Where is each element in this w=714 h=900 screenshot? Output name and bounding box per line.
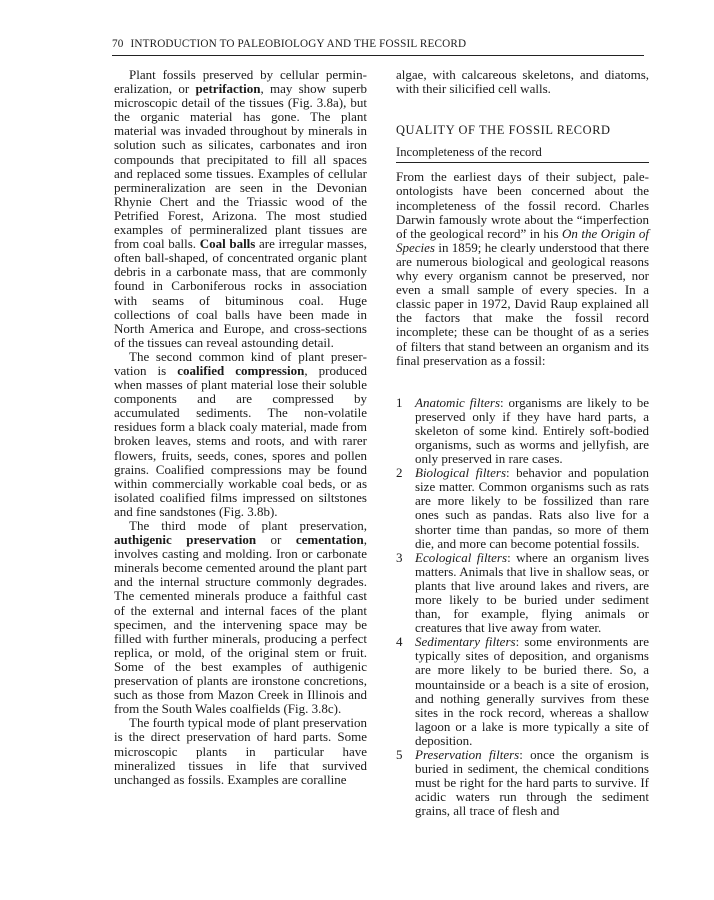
list-item-body [415, 551, 649, 636]
running-head-title: INTRODUCTION TO PALEOBIOLOGY AND THE FOSSIL RECORD [130, 38, 467, 50]
list-item [396, 635, 649, 748]
filter-term: Ecological filters [415, 549, 508, 565]
filter-term: Biological filters [415, 465, 507, 481]
paragraph-petrifaction [114, 68, 367, 350]
filter-term: Anatomic filters [415, 394, 501, 410]
filters-list [396, 396, 649, 819]
filter-term: Sedimentary filters [415, 634, 516, 650]
filter-text: : where an organism lives matters. Animals that live in shallow seas, or plants that live around lakes and rivers, are more likely to be buried under sediment than, for example, flying animals or creatures that live away from water. [415, 549, 650, 636]
term-authigenic-preservation: authigenic preservation [114, 532, 257, 548]
list-number: 5 [396, 747, 403, 763]
list-item-body [415, 748, 649, 818]
list-item-body [415, 466, 649, 551]
term-petrifaction: petrifaction [195, 81, 261, 97]
left-column [114, 68, 367, 787]
term-cementation: cementation [295, 532, 364, 548]
list-item-body [415, 396, 649, 466]
paragraph-authigenic-preservation [114, 519, 367, 716]
paragraph-incompleteness [396, 170, 649, 367]
list-number: 2 [396, 465, 403, 481]
list-number: 4 [396, 634, 403, 650]
list-item [396, 551, 649, 636]
list-item [396, 396, 649, 466]
text-run: or [256, 532, 296, 548]
list-number: 3 [396, 549, 403, 565]
text-run: , may show superb microscopic detail of the tissues (Fig. 3.8a), but the organic material has gone. The plant material was invaded throughout by minerals in solution such as silicates, carbonates and iron compounds that precipitated to fill all spaces and replaced some tissues. Examples of cellular permineralization are seen in the Devonian Rhynie Chert and the Triassic wood of the Petrified Forest, Arizona. The most studied examples of permineralized plant tissues are from coal balls. [114, 81, 367, 252]
text-run: in 1859; he clearly understood that there are numerous biological and geological reasons why every organism cannot be preserved, nor even a small sample of every species. In a classic paper in 1972, David Raup explained all the factors that make the fossil record incomplete; these can be thought of as a series of filters that stand between an organism and its final preservation as a fossil: [396, 239, 649, 368]
term-coal-balls: Coal balls [199, 236, 256, 252]
text-run: , involves casting and molding. Iron or carbonate minerals become cemented around the plant part and the internal structure commonly degrades. The cemented minerals produce a faithful cast of the external and internal faces of the plant specimen, and the intervening space may be filled with further minerals, producing a perfect replica, or mold, of the original stem or fruit. Some of the best examples of authigenic preservation of plants are ironstone concretions, such as those from Mazon Creek in Illinois and from the South Wales coalfields (Fig. 3.8c). [114, 532, 367, 717]
running-head [112, 38, 644, 56]
text-run: Plant fossils preserved by cellular permineralization, or [114, 67, 367, 97]
filter-text: : behavior and population size matter. Common organisms such as rats are more likely to be fossilized than rare ones such as pandas. Rats also live for a shorter time than pandas, so more of them die, and more can become potential fossils. [415, 465, 650, 551]
paragraph-continuation: algae, with calcareous skeletons, and diatoms, with their silicified cell walls. [396, 67, 649, 97]
section-heading: QUALITY OF THE FOSSIL RECORD [396, 123, 611, 138]
subsection-heading: Incompleteness of the record [396, 145, 649, 163]
list-item [396, 466, 649, 551]
page-number: 70 [112, 38, 124, 50]
paragraph-hard-parts: The fourth typical mode of plant preservation is the direct preservation of hard parts. Some microscopic plants in particular have mineralized tissues in life that survived unchanged as fossils. Examples are coralline [114, 715, 367, 787]
text-run: The second common kind of plant preservation is [114, 348, 367, 378]
book-title: On the Origin of Species [396, 225, 649, 255]
paragraph-coalified-compression [114, 350, 367, 519]
text-run: , produced when masses of plant material lose their soluble components and are compressed by accumulated sediments. The non-volatile residues form a black coaly material, made from broken leaves, stems and roots, and with rarer flowers, fruits, seeds, cones, spores and pollen grains. Coalified compressions may be found within commercially workable coal beds, or as isolated coalified films impressed on siltstones and fine sandstones (Fig. 3.8b). [114, 362, 368, 519]
right-column [396, 68, 649, 819]
filter-text: : once the organism is buried in sediment, the chemical conditions must be right for the hard parts to survive. If acidic waters run through the sediment grains, all trace of flesh and [415, 747, 649, 819]
filter-term: Preservation filters [415, 747, 520, 763]
list-number: 1 [396, 394, 403, 410]
list-item-body [415, 635, 649, 748]
text-run: are irregular masses, often ball-shaped, of concentrated organic plant debris in a carbonate mass, that are commonly found in Carboniferous rocks in association with seams of bituminous coal. Huge collections of coal balls have been made in North America and Europe, and cross-sections of the tissues can reveal astounding detail. [114, 236, 368, 350]
filter-text: : organisms are likely to be preserved only if they have hard parts, a skeleton of some kind. Entirely soft-bodied organisms, such as worms and jellyfish, are only preserved in rare cases. [415, 394, 649, 467]
filter-text: : some environments are typically sites of deposition, and organisms are more likely to be buried there. So, a mountainside or a beach is a site of erosion, and nothing generally survives from these sites in the rock record, whereas a shallow lagoon or a lake is more typically a site of deposition. [415, 634, 649, 748]
term-coalified-compression: coalified compression [177, 362, 305, 378]
text-run: From the earliest days of their subject, paleontologists have been concerned about the incompleteness of the fossil record. Charles Darwin famously wrote about the “imperfection of the geological record” in his [396, 169, 649, 241]
list-item [396, 748, 649, 818]
text-run: The third mode of plant preservation, [129, 518, 367, 533]
